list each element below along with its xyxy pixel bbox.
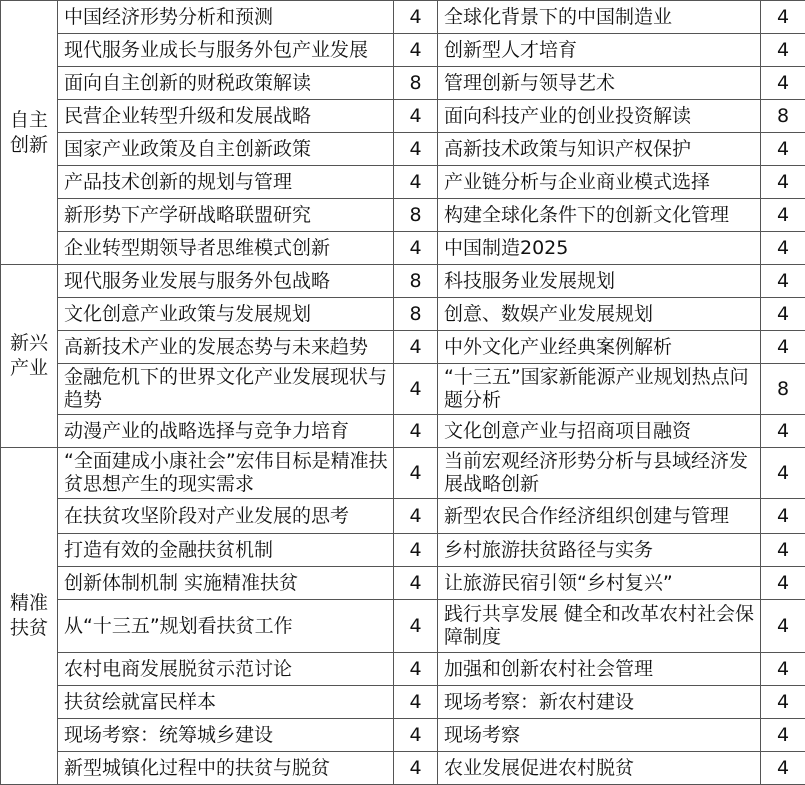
course-hours-cell: 4 [394, 448, 438, 499]
course-name-cell: 新形势下产学研战略联盟研究 [58, 199, 394, 232]
category-cell [1, 1, 58, 265]
course-name-cell: “十三五”国家新能源产业规划热点问题分析 [438, 364, 761, 415]
course-name-cell: 创新型人才培育 [438, 34, 761, 67]
course-hours-cell: 4 [761, 67, 805, 100]
course-name-cell: 打造有效的金融扶贫机制 [58, 534, 394, 567]
category-label: 自主创新 [9, 108, 48, 156]
course-hours-cell: 8 [394, 265, 438, 298]
table-row [1, 265, 805, 298]
course-name-cell: 产品技术创新的规划与管理 [58, 166, 394, 199]
course-name-cell: 面向科技产业的创业投资解读 [438, 100, 761, 133]
course-hours-cell: 8 [394, 199, 438, 232]
course-hours-cell: 4 [761, 567, 805, 600]
course-name-cell: 动漫产业的战略选择与竞争力培育 [58, 415, 394, 448]
course-hours-cell: 4 [761, 166, 805, 199]
course-name-cell: 中国制造2025 [438, 232, 761, 265]
table-row [1, 34, 805, 67]
course-name-cell: 从“十三五”规划看扶贫工作 [58, 600, 394, 653]
course-name-cell: 高新技术产业的发展态势与未来趋势 [58, 331, 394, 364]
table-row [1, 364, 805, 415]
table-row [1, 67, 805, 100]
course-name-cell: 现场考察：新农村建设 [438, 686, 761, 719]
course-hours-cell: 4 [761, 534, 805, 567]
course-name-cell: 面向自主创新的财税政策解读 [58, 67, 394, 100]
course-name-cell: 乡村旅游扶贫路径与实务 [438, 534, 761, 567]
course-name-cell: 让旅游民宿引领“乡村复兴” [438, 567, 761, 600]
course-hours-cell: 4 [761, 600, 805, 653]
table-row [1, 100, 805, 133]
course-hours-cell: 4 [761, 752, 805, 785]
course-hours-cell: 4 [394, 752, 438, 785]
table-row [1, 232, 805, 265]
course-name-cell: 产业链分析与企业商业模式选择 [438, 166, 761, 199]
course-name-cell: 现场考察 [438, 719, 761, 752]
course-hours-cell: 4 [761, 298, 805, 331]
course-name-cell: 创意、数娱产业发展规划 [438, 298, 761, 331]
course-hours-cell: 4 [761, 1, 805, 34]
course-table-body [1, 1, 805, 785]
course-hours-cell: 4 [761, 34, 805, 67]
table-row [1, 567, 805, 600]
course-name-cell: “全面建成小康社会”宏伟目标是精准扶贫思想产生的现实需求 [58, 448, 394, 499]
table-row [1, 331, 805, 364]
course-hours-cell: 4 [394, 1, 438, 34]
table-row [1, 499, 805, 534]
course-name-cell: 文化创意产业政策与发展规划 [58, 298, 394, 331]
course-name-cell: 国家产业政策及自主创新政策 [58, 133, 394, 166]
course-name-cell: 扶贫绘就富民样本 [58, 686, 394, 719]
table-row [1, 415, 805, 448]
course-name-cell: 企业转型期领导者思维模式创新 [58, 232, 394, 265]
course-name-cell: 文化创意产业与招商项目融资 [438, 415, 761, 448]
course-name-cell: 在扶贫攻坚阶段对产业发展的思考 [58, 499, 394, 534]
course-name-cell: 全球化背景下的中国制造业 [438, 1, 761, 34]
course-name-cell: 践行共享发展 健全和改革农村社会保障制度 [438, 600, 761, 653]
course-hours-cell: 4 [761, 331, 805, 364]
course-hours-cell: 8 [394, 67, 438, 100]
course-name-cell: 现代服务业成长与服务外包产业发展 [58, 34, 394, 67]
course-hours-cell: 4 [761, 719, 805, 752]
course-hours-cell: 4 [394, 415, 438, 448]
course-hours-cell: 4 [761, 499, 805, 534]
course-hours-cell: 4 [761, 415, 805, 448]
course-name-cell: 科技服务业发展规划 [438, 265, 761, 298]
table-row [1, 298, 805, 331]
course-name-cell: 农村电商发展脱贫示范讨论 [58, 653, 394, 686]
course-hours-cell: 4 [394, 100, 438, 133]
table-row [1, 719, 805, 752]
course-hours-cell: 4 [394, 232, 438, 265]
course-name-cell: 创新体制机制 实施精准扶贫 [58, 567, 394, 600]
course-hours-cell: 4 [394, 567, 438, 600]
course-name-cell: 民营企业转型升级和发展战略 [58, 100, 394, 133]
course-hours-cell: 4 [394, 600, 438, 653]
course-name-cell: 现场考察：统筹城乡建设 [58, 719, 394, 752]
course-hours-cell: 4 [761, 686, 805, 719]
course-hours-cell: 4 [394, 331, 438, 364]
table-row [1, 133, 805, 166]
course-hours-cell: 4 [761, 199, 805, 232]
course-hours-cell: 8 [394, 298, 438, 331]
course-hours-cell: 4 [761, 232, 805, 265]
table-row [1, 653, 805, 686]
course-hours-cell: 4 [394, 133, 438, 166]
table-row [1, 534, 805, 567]
course-hours-cell: 4 [394, 499, 438, 534]
course-name-cell: 当前宏观经济形势分析与县域经济发展战略创新 [438, 448, 761, 499]
course-hours-cell: 4 [394, 653, 438, 686]
course-hours-cell: 4 [394, 34, 438, 67]
table-row [1, 166, 805, 199]
course-hours-cell: 4 [394, 364, 438, 415]
course-name-cell: 新型城镇化过程中的扶贫与脱贫 [58, 752, 394, 785]
course-hours-cell: 8 [761, 100, 805, 133]
course-name-cell: 金融危机下的世界文化产业发展现状与趋势 [58, 364, 394, 415]
table-row [1, 199, 805, 232]
table-row [1, 752, 805, 785]
course-hours-cell: 4 [761, 448, 805, 499]
category-cell [1, 448, 58, 785]
course-name-cell: 高新技术政策与知识产权保护 [438, 133, 761, 166]
course-hours-cell: 4 [394, 166, 438, 199]
course-name-cell: 构建全球化条件下的创新文化管理 [438, 199, 761, 232]
course-hours-cell: 4 [761, 133, 805, 166]
table-row [1, 448, 805, 499]
table-row [1, 600, 805, 653]
course-name-cell: 管理创新与领导艺术 [438, 67, 761, 100]
course-hours-cell: 4 [394, 719, 438, 752]
course-name-cell: 农业发展促进农村脱贫 [438, 752, 761, 785]
course-name-cell: 新型农民合作经济组织创建与管理 [438, 499, 761, 534]
course-name-cell: 中国经济形势分析和预测 [58, 1, 394, 34]
category-label: 新兴产业 [9, 332, 48, 379]
course-hours-cell: 4 [761, 653, 805, 686]
table-row [1, 1, 805, 34]
category-label: 精准扶贫 [9, 592, 48, 639]
category-cell [1, 265, 58, 448]
course-hours-cell: 4 [394, 534, 438, 567]
course-hours-cell: 4 [394, 686, 438, 719]
course-name-cell: 中外文化产业经典案例解析 [438, 331, 761, 364]
course-name-cell: 加强和创新农村社会管理 [438, 653, 761, 686]
course-hours-cell: 8 [761, 364, 805, 415]
course-hours-cell: 4 [761, 265, 805, 298]
course-name-cell: 现代服务业发展与服务外包战略 [58, 265, 394, 298]
table-row [1, 686, 805, 719]
